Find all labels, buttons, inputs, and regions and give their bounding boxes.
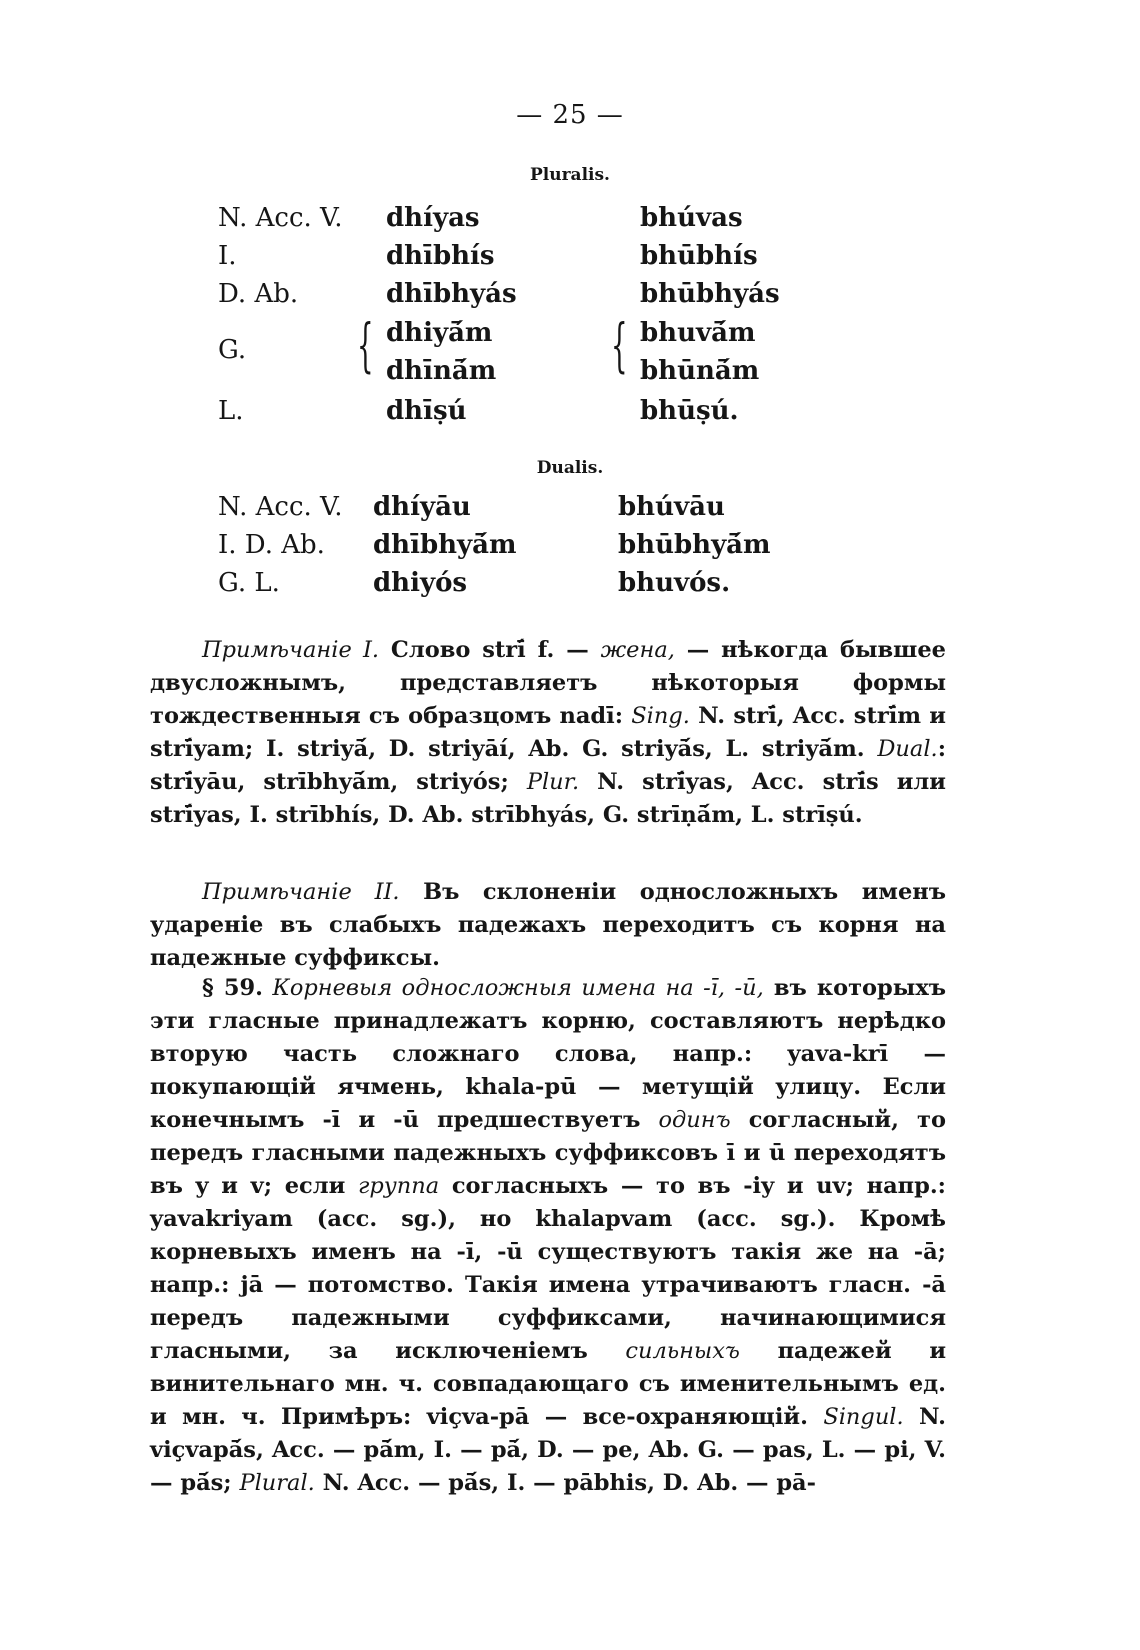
case-label: N. Acc. V. — [218, 492, 343, 522]
form-dhi: dhībhyás — [386, 279, 517, 309]
form-bhu: bhúvas — [640, 203, 743, 233]
case-label: I. D. Ab. — [218, 530, 325, 560]
case-label: G. L. — [218, 568, 280, 598]
note-2: Примѣчаніе II. Въ склоненіи односложныхъ именъ удареніе въ слабыхъ падежахъ переходитъ съ корня на падежные суффиксы. — [150, 879, 946, 971]
case-label: I. — [218, 241, 237, 271]
case-label: N. Acc. V. — [218, 203, 343, 233]
form-bhu: bhūṣú. — [640, 396, 739, 426]
form-bhu: bhūnā́m — [640, 356, 760, 386]
case-label: G. — [218, 335, 247, 365]
form-bhu: bhūbhyā́m — [618, 530, 771, 560]
note-2-label: Примѣчаніе II. — [202, 879, 400, 905]
form-dhi: dhíyas — [386, 203, 480, 233]
case-label: L. — [218, 396, 244, 426]
form-dhi: dhīṣú — [386, 396, 467, 426]
brace-left: { — [357, 311, 374, 379]
section-number: § 59. — [202, 975, 264, 1001]
section-title: Корневыя односложныя имена на -ī, -ū, — [263, 975, 764, 1001]
form-bhu: bhúvāu — [618, 492, 725, 522]
form-bhu: bhuvós. — [618, 568, 731, 598]
dualis-heading: Dualis. — [536, 458, 604, 478]
form-dhi: dhíyāu — [373, 492, 471, 522]
brace-right: { — [611, 311, 628, 379]
form-dhi: dhībhís — [386, 241, 495, 271]
note-1: Примѣчаніе I. Слово strī́ f. — жена, — нѣкогда бывшее двусложнымъ, представляетъ нѣкоторыя формы тождественныя съ образцомъ nadī: Sing. N. strī́, Acc. strī́m и strī́yam; I. striyā́, D. striyāí, Ab. G. striyā́s, L. striyā́m. Dual.: strī́yāu, strībhyā́m, striyós; Plur. N. strī́yas, Acc. strī́s или strī́yas, I. strībhís, D. Ab. strībhyás, G. strīṇā́m, L. strīṣú. — [150, 637, 946, 828]
section-59: § 59. Корневыя односложныя имена на -ī, -ū, въ которыхъ эти гласные принадлежатъ корню, составляютъ нерѣдко вторую часть сложнаго слова, напр.: yava-krī — покупающій ячмень, khala-pū — метущій улицу. Если конечнымъ -ī и -ū предшествуетъ одинъ согласный, то передъ гласными падежныхъ суффиксовъ ī и ū переходятъ въ y и v; если группа согласныхъ — то въ -iy и uv; напр.: yavakriyam (acc. sg.), но khalapvam (acc. sg.). Кромѣ корневыхъ именъ на -ī, -ū существуютъ такія же на -ā; напр.: jā — потомство. Такія имена утрачиваютъ гласн. -ā передъ падежными суффиксами, начинающимися гласными, за исключеніемъ сильныхъ падежей и винительнаго мн. ч. совпадающаго съ именительнымъ ед. и мн. ч. Примѣръ: viçva-pā — все-охраняющій. Singul. N. viçvapā́s, Acc. — pā́m, I. — pā́, D. — pe, Ab. G. — pas, L. — pi, V. — pā́s; Plural. N. Acc. — pā́s, I. — pābhis, D. Ab. — pā- — [150, 975, 947, 1496]
form-bhu: bhuvā́m — [640, 318, 756, 348]
note-1-label: Примѣчаніе I. — [202, 637, 380, 663]
form-bhu: bhūbhyás — [640, 279, 780, 309]
form-dhi: dhiyā́m — [386, 318, 493, 348]
form-dhi: dhīnā́m — [386, 356, 497, 386]
pluralis-heading: Pluralis. — [530, 165, 610, 185]
page-number: — 25 — — [516, 100, 624, 130]
form-dhi: dhiyós — [373, 568, 468, 598]
case-label: D. Ab. — [218, 279, 299, 309]
form-dhi: dhībhyā́m — [373, 530, 517, 560]
form-bhu: bhūbhís — [640, 241, 758, 271]
